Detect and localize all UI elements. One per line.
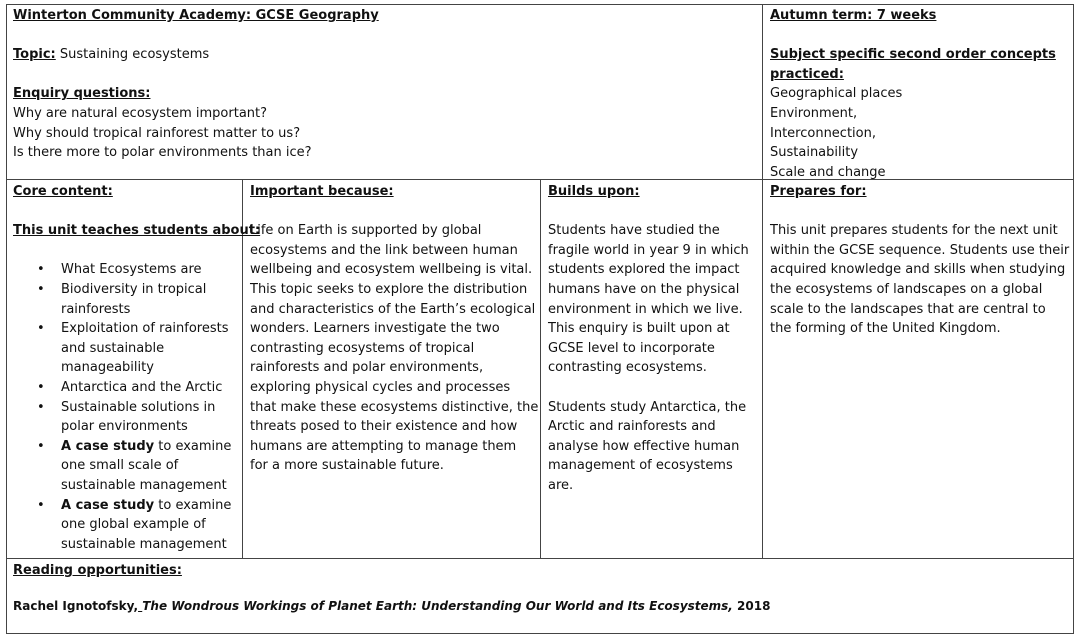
enquiry-label: Enquiry questions: [13,86,151,102]
term-title: Autumn term: 7 weeks [770,8,937,23]
list-item: • A case study to examine one global example of sustainable management [37,497,232,552]
reading-book-title: The Wondrous Workings of Planet Earth: Understanding Our World and Its Ecosystems, [142,598,733,613]
school-title: Winterton Community Academy: GCSE Geography [13,8,379,23]
bullet-icon: • [37,438,45,454]
concept-item: Environment, [770,105,858,121]
list-item: • Exploitation of rainforests and sustainable manageability [37,321,229,376]
table-border-top [6,4,1074,5]
builds-cell [548,182,749,496]
table-border-left [6,4,7,634]
enquiry-question: Why are natural ecosystem important? [13,105,268,121]
builds-paragraph: Students study Antarctica, the Arctic and rainforests and analyse how effective human management of ecosystems are. [548,399,747,493]
important-text: Life on Earth is supported by global ecosystems and the link between human wellbeing and ecosystem wellbeing is vital. This topic seeks to explore the distribution and characteristics of the Earth’s ecological wonders. Learners investigate the two contrasting ecosystems of tropical rainforests and polar environments, exploring physical cycles and processes that make these ecosystems distinctive, the threats posed to their existence and how humans are attempting to manage them for a more sustainable future. [250,223,539,474]
bullet-icon: • [37,262,45,278]
builds-heading: Builds upon: [548,184,640,199]
concepts-label: practiced: [770,66,844,82]
list-item: • What Ecosystems are [13,260,260,280]
reading-reference [13,597,770,617]
column-divider-builds [540,179,541,559]
concepts-label: Subject specific second order concepts [770,47,1056,63]
column-divider-prepares [762,4,763,559]
reading-heading: Reading opportunities: [13,563,182,578]
concept-item: Sustainability [770,145,859,161]
concept-item: Geographical places [770,86,903,102]
bullet-icon: • [37,379,45,395]
important-cell [250,182,538,476]
header-cell [13,6,379,163]
bullet-icon: • [37,281,45,297]
table-border-right [1073,4,1074,634]
list-item: • Biodiversity in tropical rainforests [37,281,207,317]
prepares-text: This unit prepares students for the next unit within the GCSE sequence. Students use their acquired knowledge and skills when studying the ecosystems of landscapes on a global scale to the landscapes that are central to the forming of the United Kingdom. [770,223,1070,337]
term-cell [770,6,1056,182]
core-content-cell [13,182,260,554]
enquiry-question: Is there more to polar environments than ice? [13,145,312,161]
topic-line [13,45,379,65]
concept-item: Interconnection, [770,125,876,141]
builds-paragraph: Students have studied the fragile world in year 9 in which students explored the impact humans have on the physical environment in which we live. This enquiry is built upon at GCSE level to incorporate contrasting ecosystems. [548,223,749,376]
bullet-icon: • [37,497,45,513]
table-border-bottom [6,633,1074,634]
core-heading: Core content: [13,184,113,199]
reading-author: Rachel Ignotofsky, [13,598,139,613]
list-item: • A case study to examine one small scale of sustainable management [37,438,232,493]
bullet-icon: • [37,321,45,337]
concept-item: Scale and change [770,164,886,180]
bullet-icon: • [37,399,45,415]
topic-value: Sustaining ecosystems [55,47,210,63]
enquiry-question: Why should tropical rainforest matter to us? [13,125,301,141]
important-heading: Important because: [250,184,394,199]
topic-label: Topic: [13,47,56,63]
core-subheading: This unit teaches students about: [13,223,261,239]
prepares-cell [770,182,1069,339]
list-item: • Sustainable solutions in polar environments [37,399,216,435]
prepares-heading: Prepares for: [770,184,867,199]
reading-cell [13,561,770,616]
list-item: • Antarctica and the Arctic [13,378,260,398]
reading-year: 2018 [732,598,771,613]
